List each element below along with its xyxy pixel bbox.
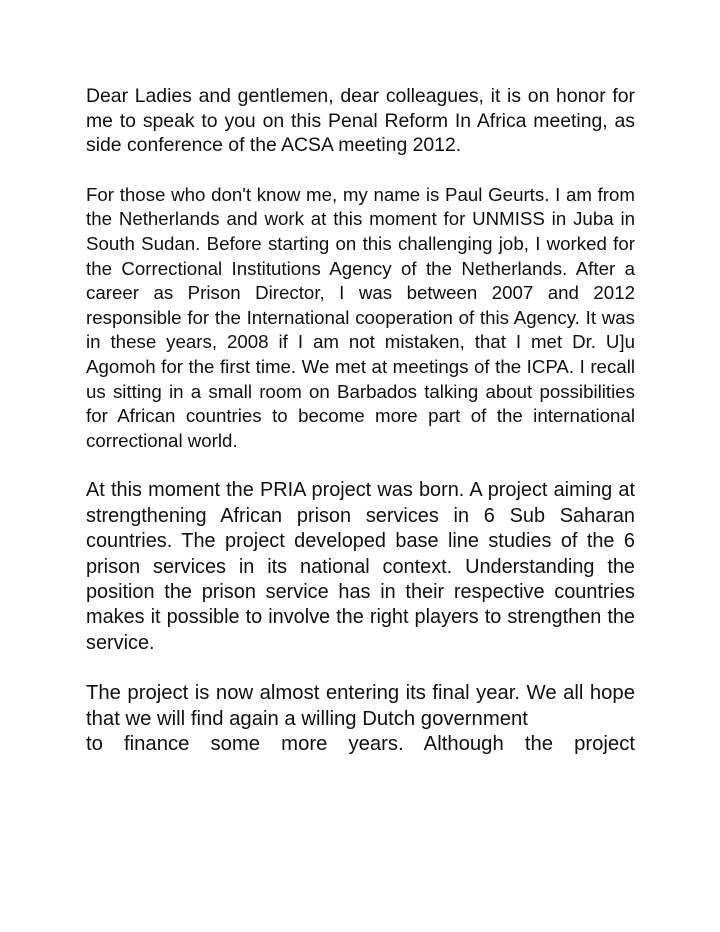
- paragraph-final-year: [86, 681, 635, 758]
- paragraph-introduction: For those who don't know me, my name is Paul Geurts. I am from the Netherlands and work at this moment for UNMISS in Juba in South Sudan. Before starting on this challenging job, I worked for the Correctional Institutions Agency of the Netherlands. After a career as Prison Director, I was between 2007 and 2012 responsible for the International cooperation of this Agency. It was in these years, 2008 if I am not mistaken, that I met Dr. U]u Agomoh for the first time. We met at meetings of the ICPA. I recall us sitting in a small room on Barbados talking about possibilities for African countries to become more part of the international correctional world.: [86, 183, 635, 451]
- paragraph-final-year-text: The project is now almost entering its final year. We all hope that we will find again a willing Dutch government: [86, 682, 635, 730]
- document-page: [86, 84, 635, 783]
- paragraph-pria-project: At this moment the PRIA project was born. A project aiming at strengthening African prison services in 6 Sub Saharan countries. The project developed base line studies of the 6 prison services in its national context. Understanding the position the prison service has in their respective countries makes it possible to involve the right players to strengthen the service.: [86, 479, 635, 654]
- paragraph-final-year-cut-line: to finance some more years. Although the project: [86, 733, 635, 756]
- paragraph-greeting: Dear Ladies and gentlemen, dear colleagues, it is on honor for me to speak to you on this Penal Reform In Africa meeting, as side conference of the ACSA meeting 2012.: [86, 85, 635, 157]
